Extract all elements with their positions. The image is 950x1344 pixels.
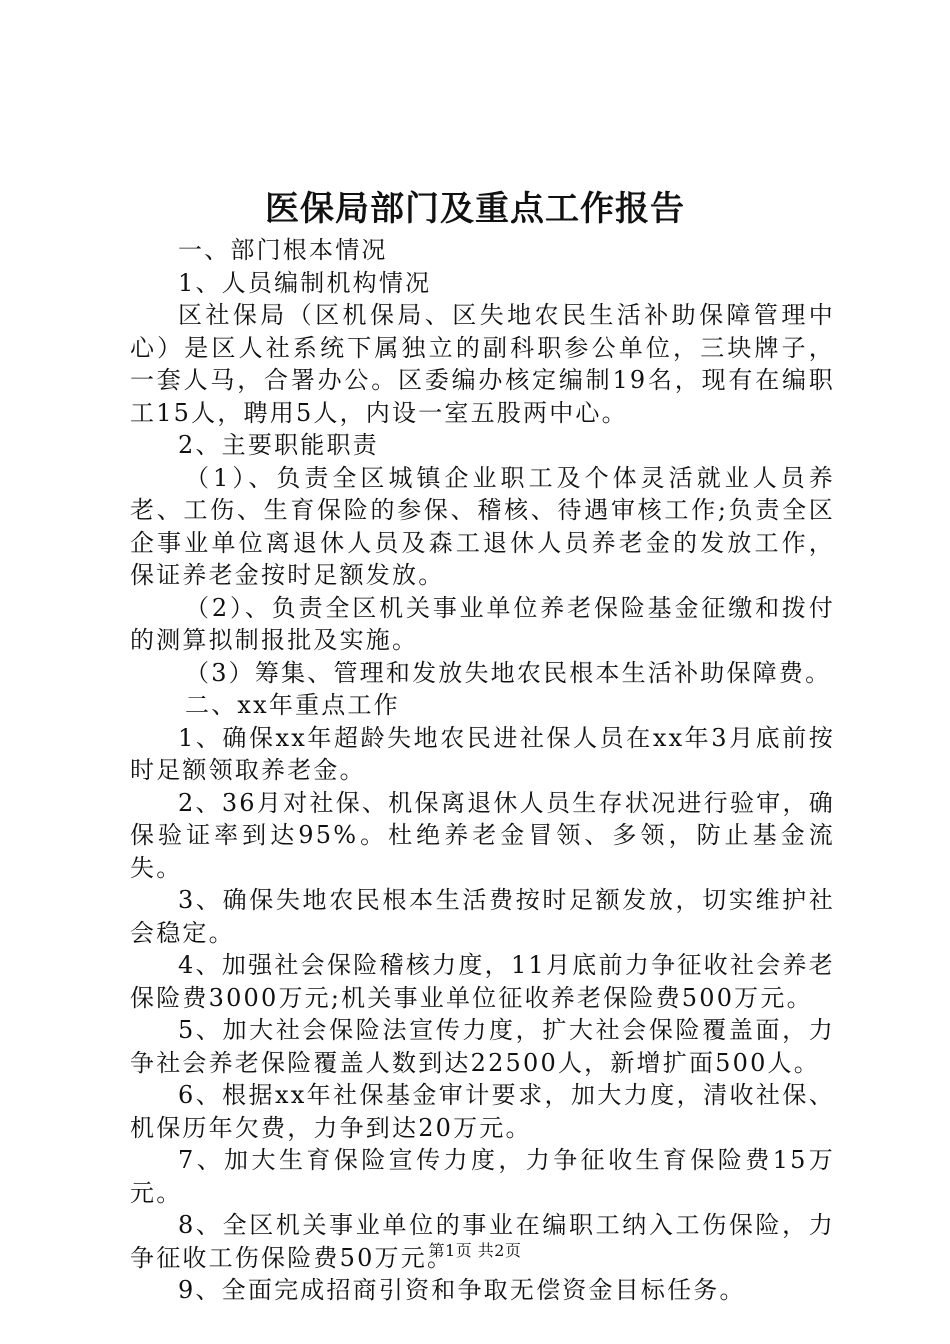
subsection-heading: 2、主要职能职责 — [178, 431, 379, 459]
list-item: 7、加大生育保险宣传力度，力争征收生育保险费15万元。 — [130, 1146, 835, 1207]
list-item: 6、根据xx年社保基金审计要求，加大力度，清收社保、机保历年欠费，力争到达20万元。 — [130, 1081, 835, 1142]
page-footer: 第1页 共2页 — [428, 1241, 522, 1260]
paragraph: （2）、负责全区机关事业单位养老保险基金征缴和拨付的测算拟制报批及实施。 — [130, 593, 835, 654]
list-item: 5、加大社会保险法宣传力度，扩大社会保险覆盖面，力争社会养老保险覆盖人数到达22500人，新增扩面500人。 — [130, 1016, 835, 1077]
document-body — [130, 234, 835, 1307]
paragraph: （3）筹集、管理和发放失地农民根本生活补助保障费。 — [185, 658, 832, 687]
list-item: 4、加强社会保险稽核力度，11月底前力争征收社会养老保险费3000万元;机关事业单位征收养老保险费500万元。 — [130, 951, 835, 1012]
list-item: 2、36月对社保、机保离退休人员生存状况进行验审，确保验证率到达95%。杜绝养老金冒领、多领，防止基金流失。 — [130, 788, 835, 882]
paragraph: （1）、负责全区城镇企业职工及个体灵活就业人员养老、工伤、生育保险的参保、稽核、待遇审核工作;负责全区企事业单位离退休人员及森工退休人员养老金的发放工作，保证养老金按时足额发放。 — [130, 463, 835, 589]
section-heading-2: 二、xx年重点工作 — [185, 691, 400, 719]
document-title: 医保局部门及重点工作报告 — [265, 189, 685, 229]
paragraph: 区社保局（区机保局、区失地农民生活补助保障管理中心）是区人社系统下属独立的副科职参公单位，三块牌子，一套人马，合署办公。区委编办核定编制19名，现有在编职工15人，聘用5人，内设一室五股两中心。 — [130, 301, 835, 427]
subsection-heading: 1、人员编制机构情况 — [178, 268, 432, 297]
list-item: 1、确保xx年超龄失地农民进社保人员在xx年3月底前按时足额领取养老金。 — [130, 723, 835, 784]
list-item: 3、确保失地农民根本生活费按时足额发放，切实维护社会稳定。 — [130, 886, 835, 947]
list-item: 8、全区机关事业单位的事业在编职工纳入工伤保险，力争征收工伤保险费50万元。 — [130, 1211, 835, 1272]
list-item: 9、全面完成招商引资和争取无偿资金目标任务。 — [178, 1276, 746, 1304]
section-heading-1: 一、部门根本情况 — [178, 236, 388, 264]
